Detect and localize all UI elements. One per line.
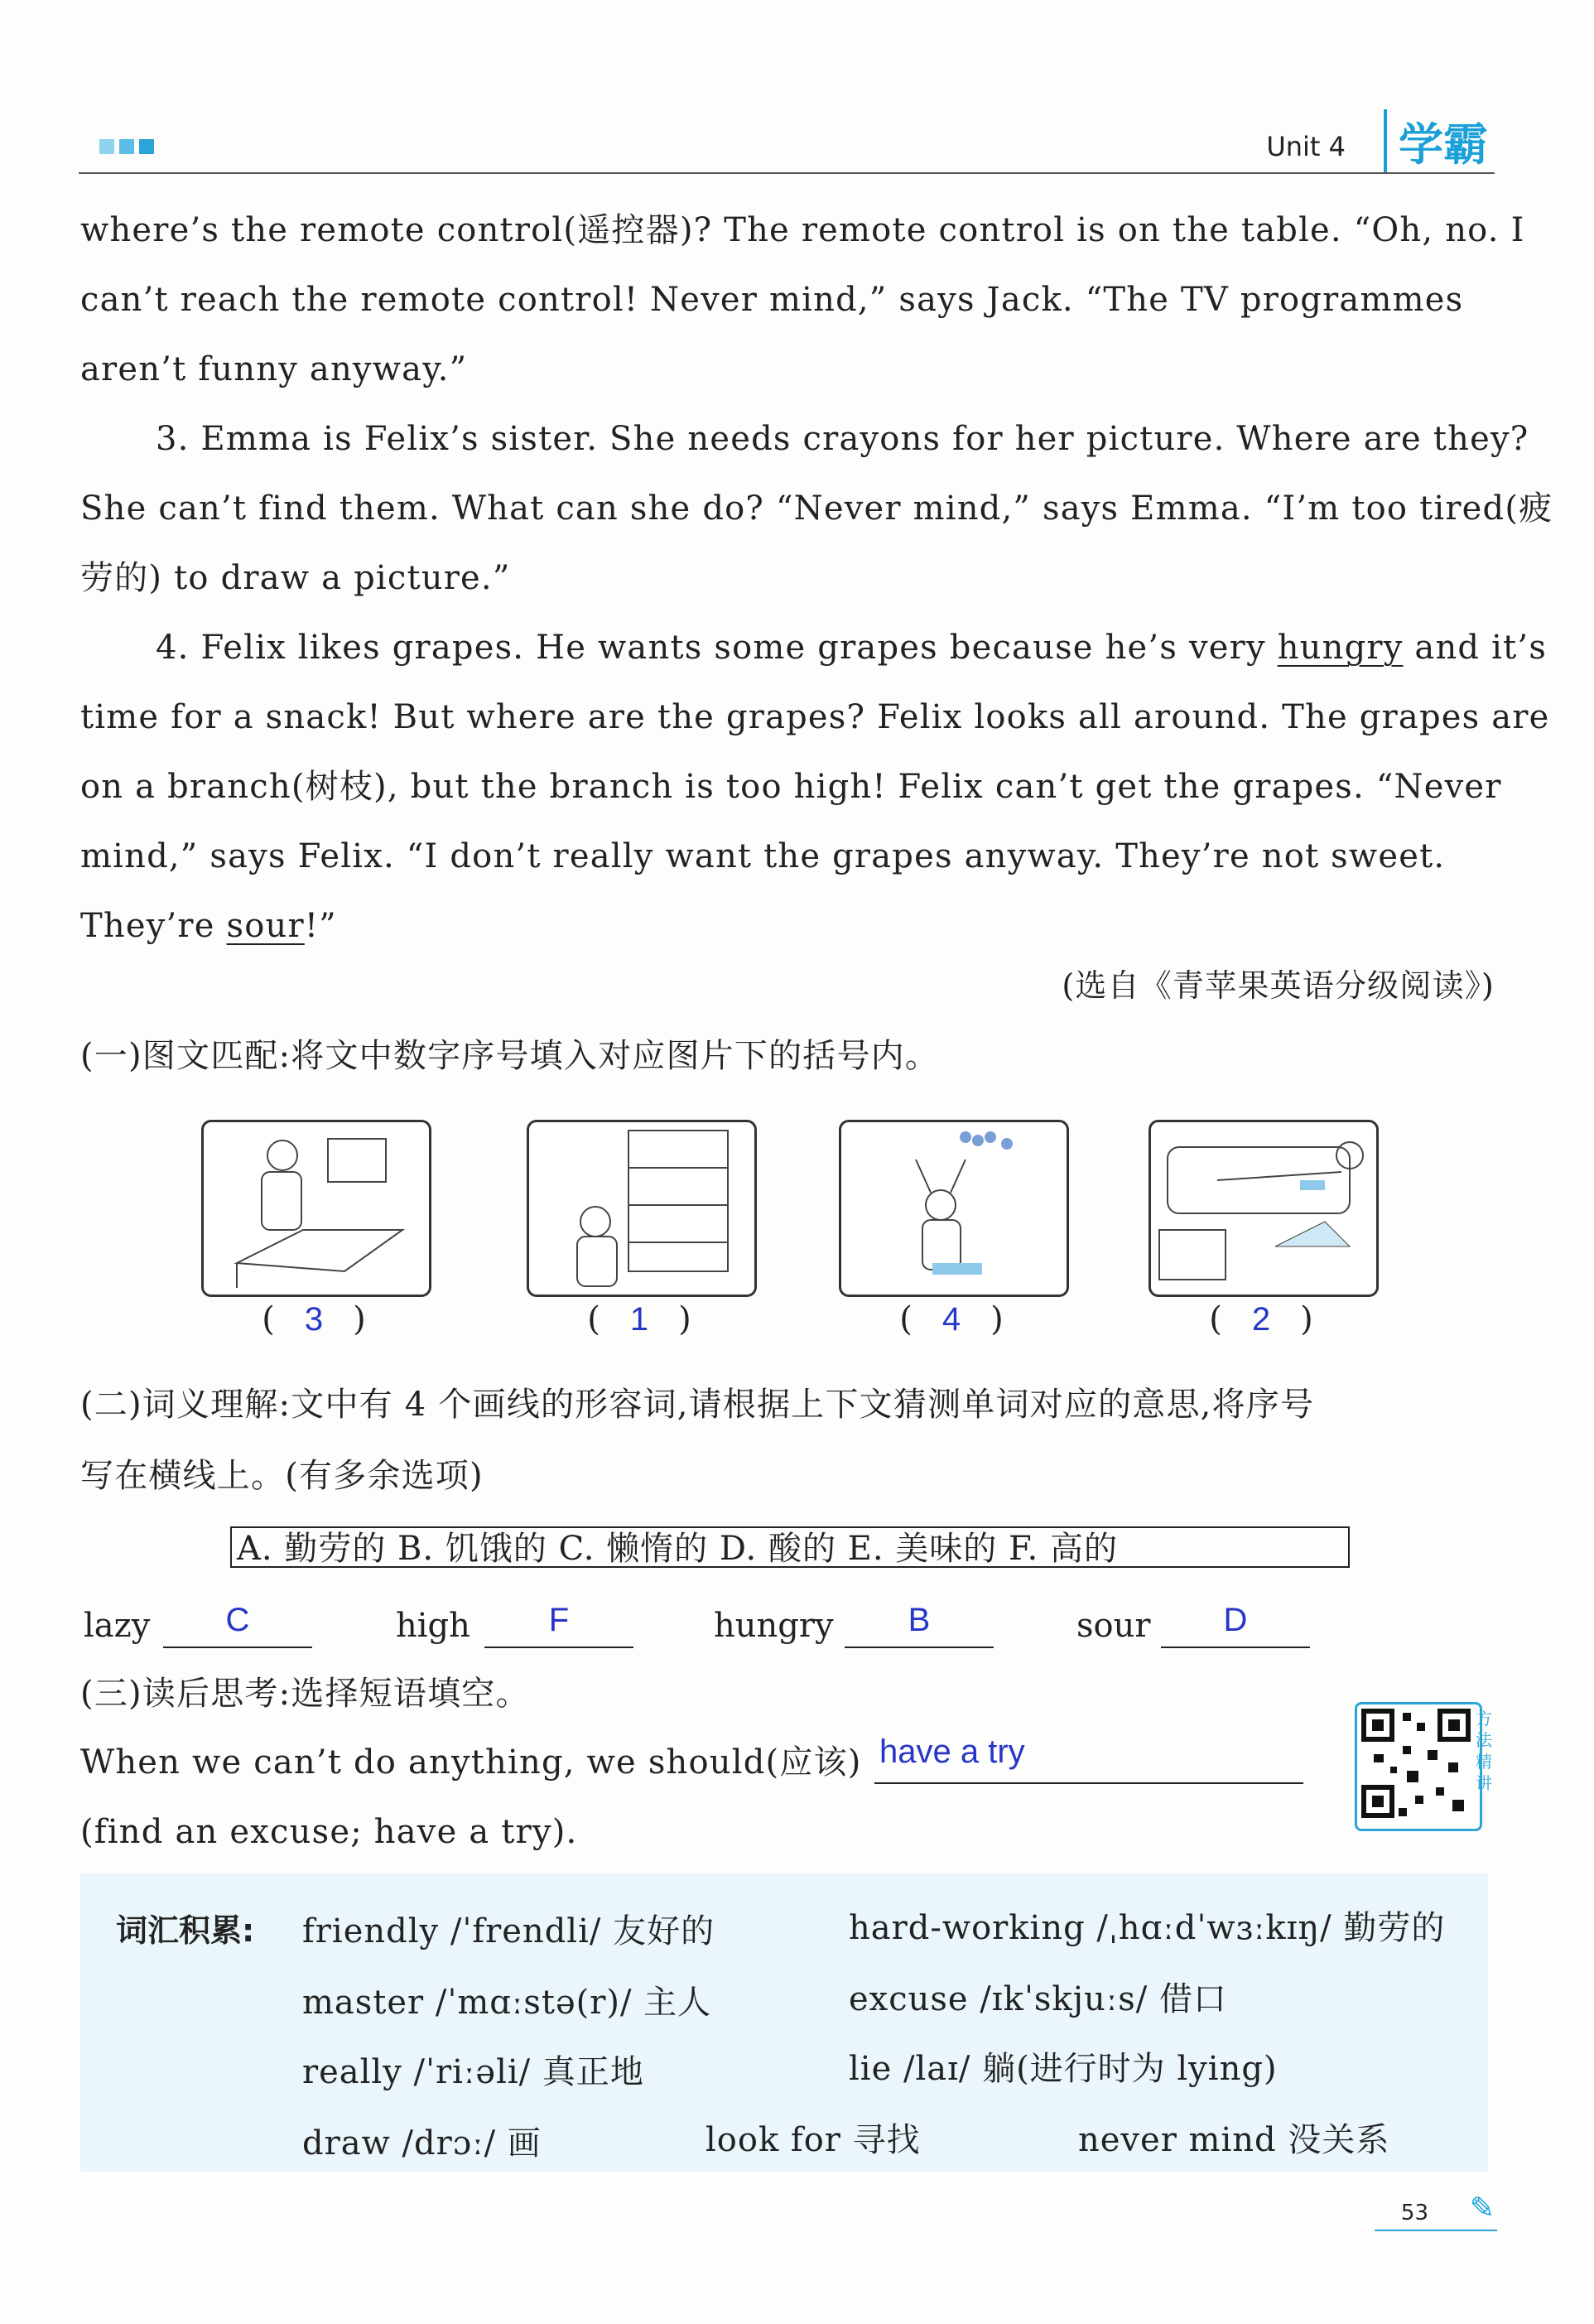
answer-paren-2: ( 1 )	[587, 1300, 691, 1338]
header-decoration	[99, 139, 154, 154]
qr-caption: 方法精讲	[1476, 1709, 1492, 1793]
part2-title: (二)词义理解:文中有 4 个画线的形容词,请根据上下文猜测单词对应的意思,将序号	[80, 1386, 1315, 1424]
answer-paren-4: ( 2 )	[1209, 1300, 1313, 1338]
word-high: high	[396, 1607, 470, 1645]
word-sour: sour	[1076, 1607, 1151, 1645]
vocab-item: lie /laɪ/ 躺(进行时为 lying)	[849, 2050, 1278, 2088]
passage-line: aren’t funny anyway.”	[80, 350, 468, 388]
picture-fox-grapes	[839, 1120, 1069, 1297]
unit-label: Unit 4	[1266, 131, 1346, 162]
part3-title: (三)读后思考:选择短语填空。	[80, 1675, 530, 1713]
passage-line: on a branch(树枝), but the branch is too high! Felix can’t get the grapes. “Never	[80, 768, 1502, 806]
word-hungry: hungry	[714, 1607, 834, 1645]
answer-text: have a try	[879, 1733, 1025, 1770]
blank-high: F	[484, 1613, 633, 1648]
blank-lazy: C	[163, 1613, 312, 1648]
answer-paren-3: ( 4 )	[899, 1300, 1004, 1338]
passage-line: 4. Felix likes grapes. He wants some grapes because he’s very hungry and it’s	[156, 629, 1548, 667]
picture-fox-sofa	[1149, 1120, 1379, 1297]
vocab-item: friendly /ˈfrendli/ 友好的	[302, 1912, 715, 1950]
passage-line: 劳的) to draw a picture.”	[80, 559, 511, 597]
vocab-title: 词汇积累:	[116, 1912, 255, 1949]
vocab-item: master /ˈmɑːstə(r)/ 主人	[302, 1984, 712, 2022]
picture-fox-drawing	[201, 1120, 431, 1297]
source-citation: (选自《青苹果英语分级阅读》)	[1062, 967, 1495, 1004]
passage-line: 3. Emma is Felix’s sister. She needs crayons for her picture. Where are they?	[156, 420, 1529, 458]
part2-title-cont: 写在横线上。(有多余选项)	[80, 1457, 484, 1495]
part3-choices: (find an excuse; have a try).	[80, 1813, 578, 1851]
passage-line: time for a snack! But where are the grapes? Felix looks all around. The grapes are	[80, 698, 1550, 736]
passage-line: They’re sour!”	[80, 907, 337, 945]
underlined-word: hungry	[1277, 629, 1404, 667]
vocab-item: draw /drɔː/ 画	[302, 2124, 542, 2162]
header-rule	[79, 172, 1495, 174]
part3-sentence: When we can’t do anything, we should(应该)	[80, 1743, 862, 1782]
qr-code[interactable]	[1355, 1702, 1482, 1831]
passage-line: can’t reach the remote control! Never mind,” says Jack. “The TV programmes	[80, 281, 1464, 319]
vocab-item: excuse /ɪkˈskjuːs/ 借口	[849, 1980, 1227, 2018]
word-lazy: lazy	[84, 1607, 151, 1645]
passage-line: where’s the remote control(遥控器)? The remote control is on the table. “Oh, no. I	[80, 211, 1525, 249]
vocab-item: look for 寻找	[706, 2121, 921, 2159]
underlined-word: sour	[226, 907, 305, 945]
picture-fox-shelf	[527, 1120, 757, 1297]
passage-line: mind,” says Felix. “I don’t really want the grapes anyway. They’re not sweet.	[80, 837, 1446, 875]
blank-hungry: B	[845, 1613, 994, 1648]
part1-title: (一)图文匹配:将文中数字序号填入对应图片下的括号内。	[80, 1037, 940, 1075]
blank-sour: D	[1161, 1613, 1310, 1648]
vocab-item: really /ˈriːəli/ 真正地	[302, 2053, 644, 2091]
pencil-icon: ✎	[1469, 2191, 1495, 2225]
page-number-rule	[1375, 2230, 1497, 2231]
page-number: 53	[1400, 2201, 1428, 2225]
brand-logo: 学霸	[1384, 109, 1488, 173]
vocab-item: never mind 没关系	[1078, 2121, 1390, 2159]
answer-paren-1: ( 3 )	[262, 1300, 366, 1338]
options-box: A. 勤劳的 B. 饥饿的 C. 懒惰的 D. 酸的 E. 美味的 F. 高的	[230, 1526, 1350, 1568]
vocab-item: hard-working /ˌhɑːdˈwɜːkɪŋ/ 勤劳的	[849, 1909, 1446, 1947]
passage-line: She can’t find them. What can she do? “Never mind,” says Emma. “I’m too tired(疲	[80, 489, 1553, 528]
